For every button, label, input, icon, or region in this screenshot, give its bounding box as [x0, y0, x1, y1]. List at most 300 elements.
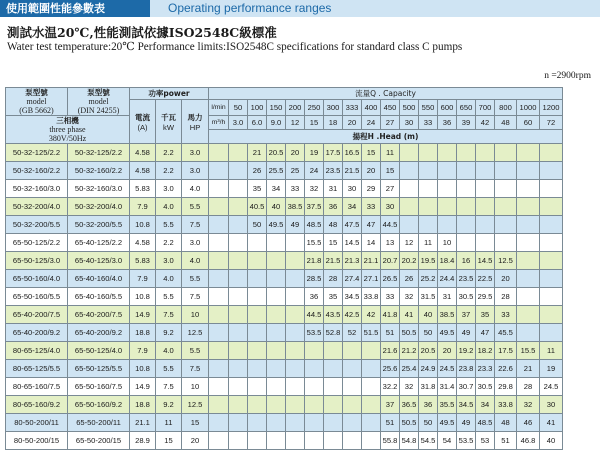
unit-spacer-cell [209, 324, 229, 342]
head-value-cell: 14.5 [343, 234, 362, 252]
head-value-cell: 47 [476, 324, 495, 342]
head-value-cell: 46 [517, 414, 540, 432]
head-value-cell: 15 [381, 162, 400, 180]
head-value-cell: 19 [540, 360, 563, 378]
head-value-cell [248, 270, 267, 288]
header-title-cn: 使用範圍性能參數表 [0, 0, 150, 17]
head-value-cell [457, 180, 476, 198]
model-din-cell: 65-50-125/5.5 [68, 360, 130, 378]
unit-spacer-cell [209, 396, 229, 414]
head-value-cell: 48 [324, 216, 343, 234]
head-value-cell [248, 414, 267, 432]
head-value-cell [267, 288, 286, 306]
head-value-cell [229, 396, 248, 414]
kw-cell: 5.5 [156, 288, 182, 306]
table-row [6, 270, 563, 288]
table-row [6, 396, 563, 414]
head-value-cell [517, 234, 540, 252]
head-value-cell: 28 [517, 378, 540, 396]
head-value-cell: 33.8 [362, 288, 381, 306]
current-cell: 7.9 [130, 198, 156, 216]
flow-m3h: 24 [362, 116, 381, 130]
kw-cell: 9.2 [156, 396, 182, 414]
head-value-cell: 49.5 [438, 324, 457, 342]
flow-m3h: 72 [540, 116, 563, 130]
unit-spacer-cell [209, 180, 229, 198]
head-value-cell: 28 [324, 270, 343, 288]
head-value-cell [540, 288, 563, 306]
head-value-cell [540, 198, 563, 216]
head-value-cell [457, 162, 476, 180]
head-value-cell [540, 324, 563, 342]
head-value-cell: 25.5 [267, 162, 286, 180]
head-value-cell [343, 396, 362, 414]
head-value-cell: 16 [457, 252, 476, 270]
unit-spacer-cell [209, 414, 229, 432]
kw-cell: 4.0 [156, 270, 182, 288]
head-value-cell: 30 [343, 180, 362, 198]
head-value-cell: 17.5 [495, 342, 517, 360]
flow-lmin: 650 [457, 100, 476, 116]
head-value-cell: 54 [438, 432, 457, 450]
head-value-cell: 13 [381, 234, 400, 252]
head-value-cell [457, 216, 476, 234]
flow-lmin: 400 [362, 100, 381, 116]
flow-m3h: 42 [476, 116, 495, 130]
head-value-cell [457, 234, 476, 252]
head-value-cell [248, 252, 267, 270]
head-value-cell [517, 180, 540, 198]
head-value-cell [305, 432, 324, 450]
head-value-cell: 34.5 [457, 396, 476, 414]
unit-m3h: m³/h [209, 116, 229, 130]
head-value-cell [248, 306, 267, 324]
head-value-cell [400, 198, 419, 216]
head-value-cell [476, 180, 495, 198]
table-row [6, 360, 563, 378]
model-din-cell: 65-50-160/7.5 [68, 378, 130, 396]
flow-m3h: 12 [286, 116, 305, 130]
head-value-cell: 50.5 [400, 414, 419, 432]
head-value-cell: 29.5 [476, 288, 495, 306]
head-value-cell: 26 [248, 162, 267, 180]
head-value-cell [267, 234, 286, 252]
head-value-cell [419, 216, 438, 234]
head-value-cell: 41 [400, 306, 419, 324]
head-value-cell: 33 [381, 288, 400, 306]
hp-cell: 7.5 [182, 216, 209, 234]
model-gb-cell: 65-50-160/5.5 [6, 288, 68, 306]
head-value-cell: 20 [362, 162, 381, 180]
current-cell: 14.9 [130, 306, 156, 324]
head-value-cell: 24.9 [419, 360, 438, 378]
unit-spacer-cell [209, 306, 229, 324]
head-value-cell [419, 198, 438, 216]
head-value-cell: 30 [381, 198, 400, 216]
head-value-cell: 27.1 [362, 270, 381, 288]
head-value-cell: 40 [419, 306, 438, 324]
head-value-cell [540, 162, 563, 180]
head-value-cell: 49 [457, 414, 476, 432]
kw-cell: 3.0 [156, 252, 182, 270]
col-gb-std: (GB 5662) [19, 106, 54, 115]
head-value-cell [229, 288, 248, 306]
kw-cell: 2.2 [156, 162, 182, 180]
head-value-cell [400, 162, 419, 180]
model-din-cell: 65-40-160/4.0 [68, 270, 130, 288]
head-value-cell [495, 144, 517, 162]
head-value-cell: 31 [438, 288, 457, 306]
kw-unit: kW [163, 122, 174, 132]
flow-lmin: 500 [400, 100, 419, 116]
head-value-cell [286, 414, 305, 432]
head-value-cell [343, 360, 362, 378]
model-din-cell: 65-40-200/9.2 [68, 324, 130, 342]
head-value-cell [248, 234, 267, 252]
rpm-label: n =2900rpm [544, 71, 591, 81]
model-din-cell: 50-32-200/4.0 [68, 198, 130, 216]
head-value-cell: 32 [517, 396, 540, 414]
flow-lmin: 150 [267, 100, 286, 116]
head-value-cell: 26.5 [381, 270, 400, 288]
head-value-cell [495, 162, 517, 180]
model-din-cell: 65-50-160/9.2 [68, 396, 130, 414]
head-value-cell: 49 [286, 216, 305, 234]
head-value-cell: 54.5 [419, 432, 438, 450]
head-value-cell: 19.2 [457, 342, 476, 360]
flow-lmin: 333 [343, 100, 362, 116]
head-value-cell [457, 144, 476, 162]
head-value-cell [229, 360, 248, 378]
head-value-cell: 20 [286, 144, 305, 162]
head-value-cell: 18.2 [476, 342, 495, 360]
head-value-cell: 51 [381, 414, 400, 432]
head-value-cell [229, 414, 248, 432]
current-cell: 28.9 [130, 432, 156, 450]
model-din-cell: 65-40-125/3.0 [68, 252, 130, 270]
head-value-cell: 14.5 [476, 252, 495, 270]
current-cell: 10.8 [130, 360, 156, 378]
head-value-cell [400, 216, 419, 234]
unit-spacer-cell [209, 288, 229, 306]
head-value-cell [476, 216, 495, 234]
head-value-cell: 40 [267, 198, 286, 216]
performance-table [5, 87, 563, 450]
head-value-cell [517, 324, 540, 342]
head-value-cell [517, 252, 540, 270]
model-gb-cell: 80-65-160/9.2 [6, 396, 68, 414]
flow-lmin: 300 [324, 100, 343, 116]
model-din-cell: 65-40-200/7.5 [68, 306, 130, 324]
head-value-cell [305, 360, 324, 378]
head-header: 揚程H .Head (m) [209, 130, 563, 144]
head-value-cell: 34 [343, 198, 362, 216]
head-value-cell: 41.8 [381, 306, 400, 324]
head-value-cell: 20.5 [419, 342, 438, 360]
head-value-cell: 20.5 [267, 144, 286, 162]
head-value-cell: 23.5 [457, 270, 476, 288]
hp-cell: 4.0 [182, 180, 209, 198]
head-value-cell: 24.4 [438, 270, 457, 288]
head-value-cell: 48.5 [476, 414, 495, 432]
unit-spacer-cell [209, 432, 229, 450]
kw-cell: 5.5 [156, 216, 182, 234]
head-value-cell [229, 432, 248, 450]
head-value-cell [286, 324, 305, 342]
three-phase-header [6, 116, 130, 144]
head-value-cell [438, 180, 457, 198]
model-din-cell: 50-32-125/2.2 [68, 144, 130, 162]
head-value-cell: 50 [419, 324, 438, 342]
flow-m3h: 48 [495, 116, 517, 130]
head-value-cell: 31.8 [419, 378, 438, 396]
head-value-cell [540, 270, 563, 288]
head-value-cell: 36.5 [400, 396, 419, 414]
head-value-cell: 21 [517, 360, 540, 378]
model-gb-cell: 80-50-200/11 [6, 414, 68, 432]
head-value-cell [229, 144, 248, 162]
unit-spacer-cell [209, 162, 229, 180]
head-value-cell: 26 [400, 270, 419, 288]
head-value-cell: 32.2 [381, 378, 400, 396]
unit-spacer-cell [209, 234, 229, 252]
head-value-cell [229, 234, 248, 252]
flow-m3h: 36 [438, 116, 457, 130]
head-value-cell: 25.4 [400, 360, 419, 378]
head-value-cell: 37.5 [305, 198, 324, 216]
head-value-cell: 19.5 [419, 252, 438, 270]
flow-m3h: 9.0 [267, 116, 286, 130]
head-value-cell [540, 144, 563, 162]
unit-spacer-cell [209, 216, 229, 234]
head-value-cell: 35 [248, 180, 267, 198]
supply-voltage: 380V/50Hz [48, 134, 87, 143]
head-value-cell: 32 [400, 288, 419, 306]
flow-m3h: 60 [517, 116, 540, 130]
head-value-cell: 24.5 [540, 378, 563, 396]
three-phase-en: three phase [49, 125, 86, 134]
head-value-cell: 31 [324, 180, 343, 198]
flow-lmin: 550 [419, 100, 438, 116]
head-value-cell: 22.5 [476, 270, 495, 288]
head-value-cell: 21.2 [400, 342, 419, 360]
kw-cn: 千瓦 [161, 112, 176, 122]
col-header-din [68, 88, 130, 116]
flow-lmin: 600 [438, 100, 457, 116]
head-value-cell: 15.5 [305, 234, 324, 252]
head-value-cell [495, 234, 517, 252]
head-value-cell [324, 360, 343, 378]
head-value-cell: 36 [305, 288, 324, 306]
model-din-cell: 65-40-125/2.2 [68, 234, 130, 252]
model-din-cell: 50-32-160/3.0 [68, 180, 130, 198]
head-value-cell: 54.8 [400, 432, 419, 450]
head-value-cell [540, 234, 563, 252]
head-value-cell: 10 [438, 234, 457, 252]
head-value-cell [540, 216, 563, 234]
head-value-cell [324, 342, 343, 360]
head-value-cell [362, 414, 381, 432]
table-row [6, 378, 563, 396]
head-value-cell [229, 252, 248, 270]
table-row [6, 324, 563, 342]
head-value-cell: 25.2 [419, 270, 438, 288]
head-value-cell: 29 [362, 180, 381, 198]
hp-unit: HP [189, 122, 201, 132]
head-value-cell [343, 378, 362, 396]
head-value-cell: 52.8 [324, 324, 343, 342]
head-value-cell: 14 [362, 234, 381, 252]
head-value-cell: 27 [381, 180, 400, 198]
flow-m3h: 15 [305, 116, 324, 130]
head-value-cell: 40 [540, 432, 563, 450]
head-value-cell: 53 [476, 432, 495, 450]
current-cell: 18.8 [130, 396, 156, 414]
hp-cell: 3.0 [182, 144, 209, 162]
head-value-cell: 37 [457, 306, 476, 324]
head-value-cell [324, 432, 343, 450]
head-value-cell [419, 180, 438, 198]
head-value-cell [517, 216, 540, 234]
head-value-cell: 30 [540, 396, 563, 414]
head-value-cell: 11 [419, 234, 438, 252]
unit-spacer-cell [209, 360, 229, 378]
head-value-cell: 20 [438, 342, 457, 360]
model-gb-cell: 80-50-200/15 [6, 432, 68, 450]
head-value-cell: 19 [305, 144, 324, 162]
head-value-cell: 30.5 [476, 378, 495, 396]
model-din-cell: 50-32-160/2.2 [68, 162, 130, 180]
unit-spacer-cell [209, 342, 229, 360]
kw-cell: 2.2 [156, 234, 182, 252]
head-value-cell [248, 288, 267, 306]
current-cell: 4.58 [130, 144, 156, 162]
hp-cn: 馬力 [187, 112, 203, 122]
head-value-cell: 21.8 [305, 252, 324, 270]
head-value-cell: 49.5 [267, 216, 286, 234]
head-value-cell [229, 342, 248, 360]
head-value-cell: 25.6 [381, 360, 400, 378]
flow-m3h: 20 [343, 116, 362, 130]
head-value-cell: 36 [419, 396, 438, 414]
head-value-cell [286, 360, 305, 378]
model-gb-cell: 65-50-160/4.0 [6, 270, 68, 288]
current-cell: 4.58 [130, 162, 156, 180]
current-cell: 10.8 [130, 288, 156, 306]
head-value-cell [476, 144, 495, 162]
hp-cell: 7.5 [182, 288, 209, 306]
head-value-cell: 24.5 [438, 360, 457, 378]
head-value-cell [495, 180, 517, 198]
table-row [6, 414, 563, 432]
table-row [6, 234, 563, 252]
hp-cell: 10 [182, 306, 209, 324]
header-title-en: Operating performance ranges [150, 0, 600, 17]
hp-cell: 12.5 [182, 324, 209, 342]
head-value-cell [540, 180, 563, 198]
head-value-cell: 28 [495, 288, 517, 306]
head-value-cell [517, 306, 540, 324]
head-value-cell [476, 234, 495, 252]
model-din-cell: 65-50-125/4.0 [68, 342, 130, 360]
head-value-cell [286, 432, 305, 450]
head-value-cell [517, 198, 540, 216]
head-value-cell [540, 306, 563, 324]
hp-cell: 5.5 [182, 270, 209, 288]
hp-cell: 3.0 [182, 162, 209, 180]
flow-m3h: 6.0 [248, 116, 267, 130]
kw-cell: 5.5 [156, 360, 182, 378]
head-value-cell: 20 [495, 270, 517, 288]
head-value-cell [400, 144, 419, 162]
head-value-cell: 21.1 [362, 252, 381, 270]
head-value-cell [324, 378, 343, 396]
flow-m3h: 3.0 [229, 116, 248, 130]
hp-cell: 15 [182, 414, 209, 432]
flow-lmin: 100 [248, 100, 267, 116]
hp-header [182, 100, 209, 144]
head-value-cell: 52 [343, 324, 362, 342]
head-value-cell [267, 396, 286, 414]
head-value-cell: 27.4 [343, 270, 362, 288]
three-phase-cn: 三相機 [56, 116, 79, 125]
hp-cell: 3.0 [182, 234, 209, 252]
model-din-cell: 50-32-200/5.5 [68, 216, 130, 234]
head-value-cell [517, 144, 540, 162]
head-value-cell: 38.5 [438, 306, 457, 324]
head-value-cell: 21.5 [343, 162, 362, 180]
head-value-cell: 21.3 [343, 252, 362, 270]
head-value-cell: 33 [362, 198, 381, 216]
current-unit: (A) [137, 122, 148, 132]
head-value-cell [267, 432, 286, 450]
head-value-cell [248, 396, 267, 414]
kw-cell: 4.0 [156, 342, 182, 360]
kw-cell: 11 [156, 414, 182, 432]
head-value-cell [324, 396, 343, 414]
head-value-cell: 44.5 [305, 306, 324, 324]
head-value-cell: 53.5 [305, 324, 324, 342]
head-value-cell: 55.8 [381, 432, 400, 450]
head-value-cell: 45.5 [495, 324, 517, 342]
flow-lmin: 250 [305, 100, 324, 116]
col-din-en: model [88, 97, 109, 106]
head-value-cell [438, 144, 457, 162]
flow-lmin: 700 [476, 100, 495, 116]
head-value-cell [286, 396, 305, 414]
head-value-cell [362, 432, 381, 450]
head-value-cell: 48.5 [305, 216, 324, 234]
current-cell: 5.83 [130, 252, 156, 270]
head-value-cell: 20.2 [400, 252, 419, 270]
head-value-cell: 49 [457, 324, 476, 342]
head-value-cell [305, 342, 324, 360]
head-value-cell: 51 [381, 324, 400, 342]
head-value-cell [438, 162, 457, 180]
head-value-cell [517, 288, 540, 306]
head-value-cell: 38.5 [286, 198, 305, 216]
col-gb-cn: 泵型號 [25, 88, 48, 97]
kw-cell: 7.5 [156, 378, 182, 396]
head-value-cell [267, 360, 286, 378]
head-value-cell [229, 198, 248, 216]
head-value-cell [362, 378, 381, 396]
head-value-cell: 21.5 [324, 252, 343, 270]
model-gb-cell: 65-50-125/3.0 [6, 252, 68, 270]
head-value-cell: 36 [324, 198, 343, 216]
flow-lmin: 1000 [517, 100, 540, 116]
head-value-cell [267, 306, 286, 324]
